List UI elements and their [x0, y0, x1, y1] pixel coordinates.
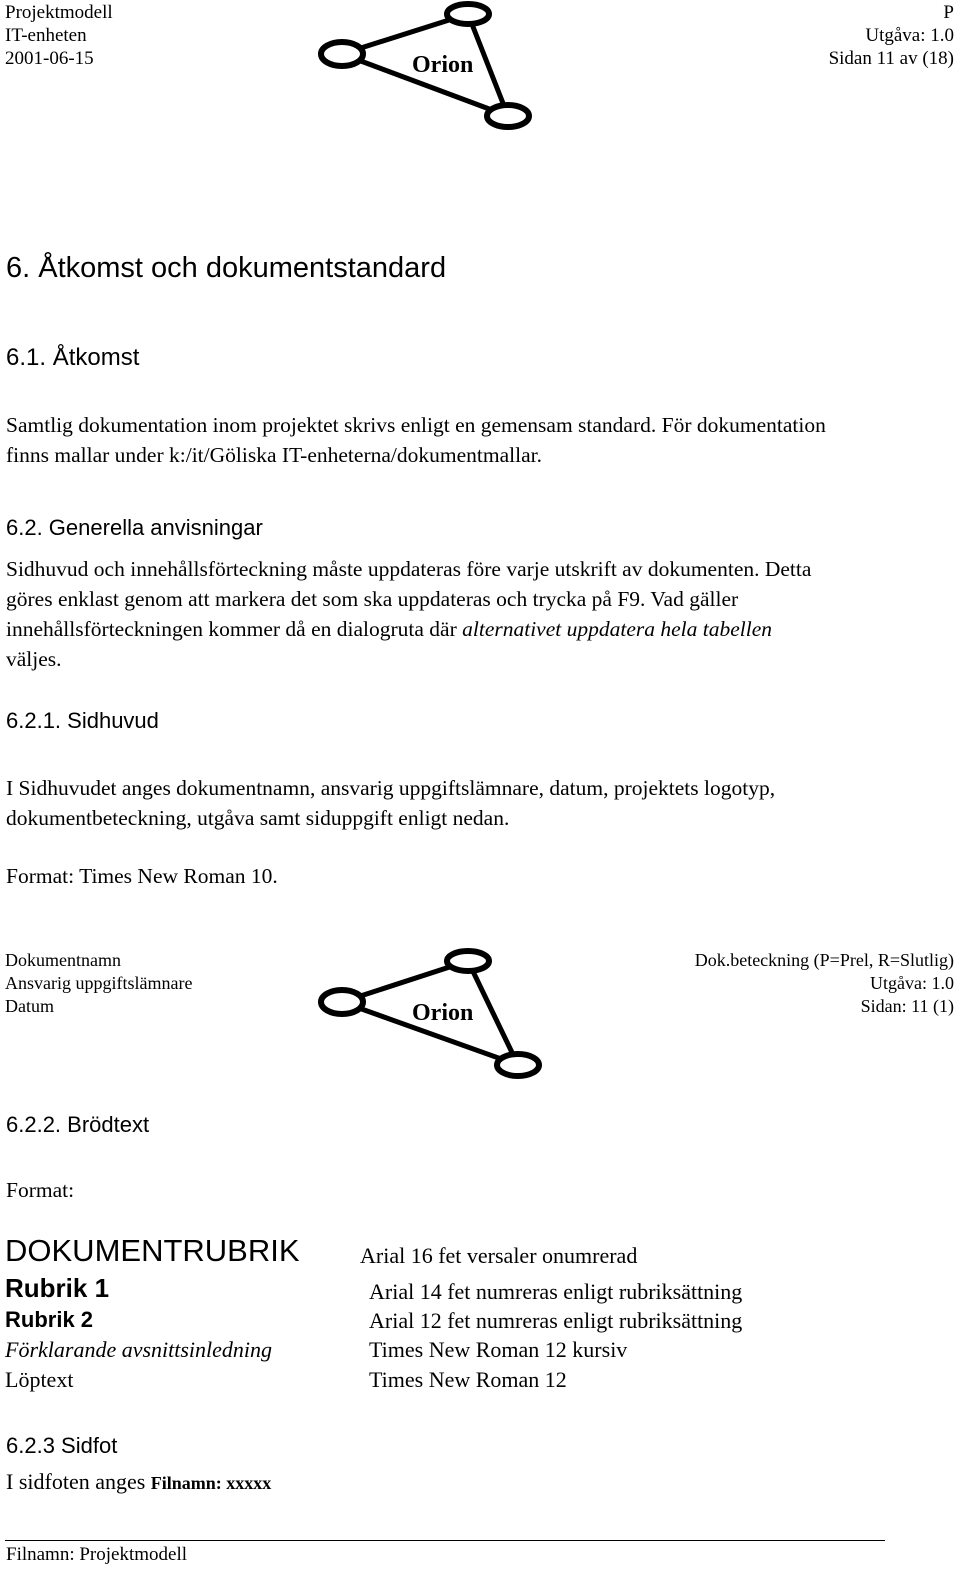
- header-edition: Utgåva: 1.0: [865, 25, 954, 46]
- style-desc-heading-2: Arial 12 fet numreras enligt rubriksättning: [369, 1308, 743, 1333]
- example-header-right: [695, 949, 954, 1018]
- paragraph-6-1: [6, 410, 951, 470]
- header-department: IT-enheten: [5, 25, 87, 46]
- paragraph-line: finns mallar under k:/it/Göliska IT-enheterna/dokumentmallar.: [6, 443, 542, 467]
- example-logo-text: Orion: [412, 1000, 474, 1026]
- paragraph-6-2: [6, 554, 951, 674]
- footer-divider: [5, 1540, 885, 1541]
- header-date: 2001-06-15: [5, 48, 94, 69]
- style-desc-body: Times New Roman 12: [369, 1367, 567, 1392]
- style-sample-body: Löptext: [5, 1367, 74, 1392]
- heading-section-6-2-1: 6.2.1. Sidhuvud: [6, 708, 159, 733]
- style-sample-intro: Förklarande avsnittsinledning: [5, 1337, 273, 1362]
- heading-section-6-2-3: 6.2.3 Sidfot: [6, 1433, 118, 1458]
- paragraph-line: Samtlig dokumentation inom projektet skrivs enligt en gemensam standard. För dokumentation: [6, 413, 826, 437]
- page-header-right: [829, 1, 954, 70]
- example-responsible: Ansvarig uppgiftslämnare: [5, 973, 193, 993]
- style-desc-intro: Times New Roman 12 kursiv: [369, 1337, 628, 1362]
- paragraph-line: dokumentbeteckning, utgåva samt siduppgift enligt nedan.: [6, 806, 510, 830]
- example-date: Datum: [5, 996, 54, 1016]
- example-doc-designation: Dok.beteckning (P=Prel, R=Slutlig): [694, 950, 954, 970]
- logo-text: Orion: [412, 52, 474, 78]
- style-desc-heading-1: Arial 14 fet numreras enligt rubriksättning: [369, 1279, 743, 1304]
- paragraph-italic-text: alternativet uppdatera hela tabellen: [462, 617, 773, 641]
- page-header-left: [5, 1, 113, 70]
- heading-section-6-2: 6.2. Generella anvisningar: [6, 515, 263, 540]
- format-note: Format: Times New Roman 10.: [6, 864, 278, 888]
- page-footer: Filnamn: Projektmodell: [6, 1544, 188, 1565]
- paragraph-line: Sidhuvud och innehållsförteckning måste uppdateras före varje utskrift av dokumenten. Detta: [6, 557, 812, 581]
- header-status: P: [943, 2, 954, 23]
- example-page: Sidan: 11 (1): [860, 996, 954, 1016]
- paragraph-line: göres enklast genom att markera det som ska uppdateras och trycka på F9. Vad gäller: [6, 587, 739, 611]
- footer-description: [6, 1469, 271, 1495]
- example-edition: Utgåva: 1.0: [870, 973, 954, 993]
- header-page: Sidan 11 av (18): [828, 48, 954, 69]
- paragraph-line: [6, 614, 951, 644]
- heading-section-6-1: 6.1. Åtkomst: [6, 344, 140, 371]
- paragraph-6-2-1: [6, 773, 951, 833]
- header-document-name: Projektmodell: [5, 2, 113, 23]
- footer-filename-example: Filnamn: xxxxx: [150, 1473, 272, 1493]
- example-header-left: [5, 949, 192, 1018]
- example-document-name: Dokumentnamn: [5, 950, 121, 970]
- paragraph-line: väljes.: [6, 647, 62, 671]
- orion-logo: [318, 0, 548, 132]
- example-orion-logo: [318, 945, 548, 1080]
- style-sample-heading-1: Rubrik 1: [5, 1273, 110, 1303]
- paragraph-text: innehållsförteckningen kommer då en dialogruta där: [6, 617, 463, 641]
- heading-section-6-2-2: 6.2.2. Brödtext: [6, 1112, 150, 1137]
- heading-section-6: 6. Åtkomst och dokumentstandard: [6, 252, 447, 284]
- style-sample-heading-2: Rubrik 2: [5, 1307, 94, 1332]
- style-desc-document-heading: Arial 16 fet versaler onumrerad: [360, 1243, 638, 1268]
- footer-description-text: I sidfoten anges: [6, 1469, 151, 1494]
- style-sample-document-heading: DOKUMENTRUBRIK: [5, 1233, 300, 1268]
- format-label: Format:: [6, 1178, 75, 1202]
- paragraph-line: I Sidhuvudet anges dokumentnamn, ansvarig uppgiftslämnare, datum, projektets logotyp,: [6, 776, 776, 800]
